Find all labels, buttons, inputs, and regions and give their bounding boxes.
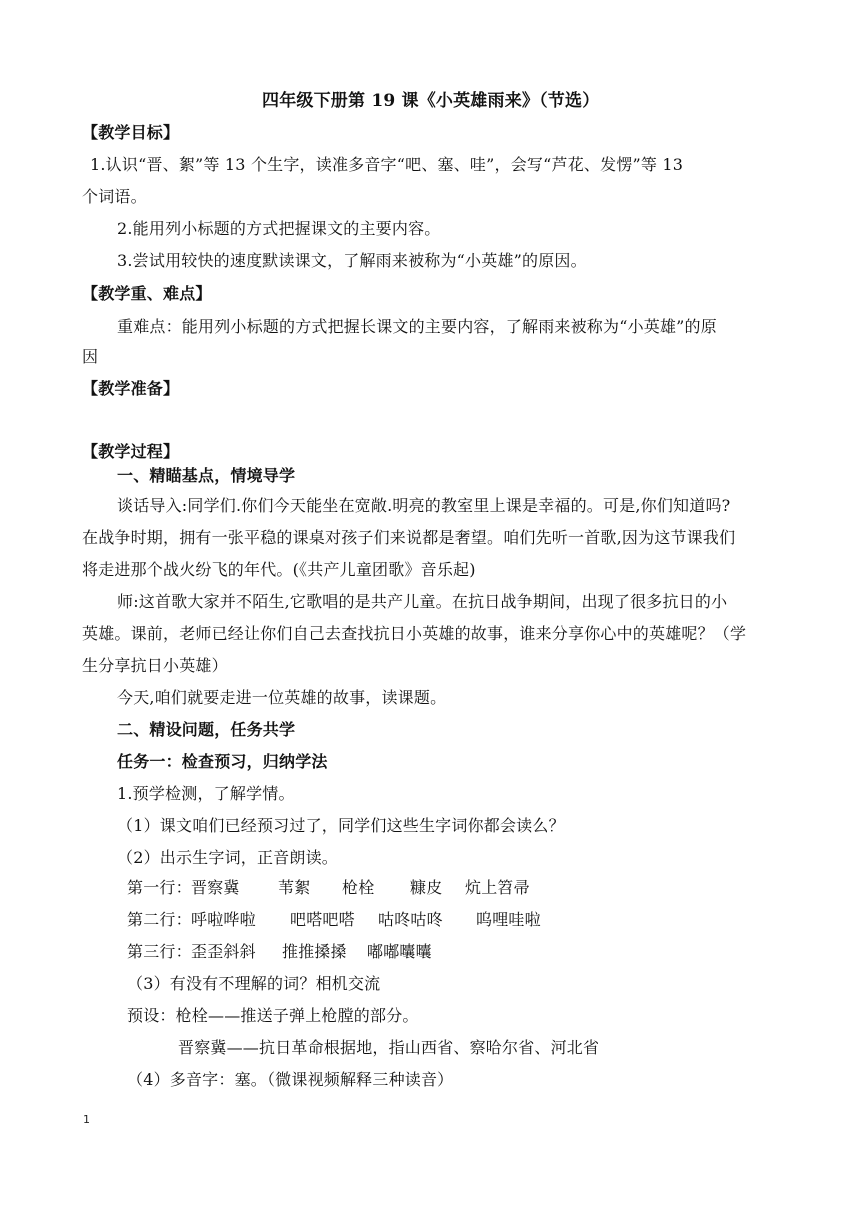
preset-line-a: 预设：枪栓——推送子弹上枪膛的部分。 (127, 1006, 419, 1025)
task1-heading: 任务一：检查预习，归纳学法 (117, 752, 328, 771)
keypoints-heading: 【教学重、难点】 (82, 284, 212, 303)
row3-word: 歪歪斜斜 (191, 942, 256, 961)
question-2: （2）出示生字词，正音朗读。 (117, 848, 338, 867)
part1-heading: 一、精瞄基点，情境导学 (117, 466, 296, 485)
prep-heading: 【教学准备】 (82, 379, 180, 398)
row2-label: 第二行： (127, 910, 192, 929)
objectives-heading: 【教学目标】 (82, 123, 180, 142)
row2-word: 呼啦哗啦 (191, 910, 256, 929)
row1-label: 第一行： (127, 878, 192, 897)
process-heading: 【教学过程】 (82, 442, 180, 461)
row3-label: 第三行： (127, 942, 192, 961)
preset-line-b: 晋察冀——抗日革命根据地，指山西省、察哈尔省、河北省 (178, 1038, 600, 1057)
document-title: 四年级下册第 19 课《小英雄雨来》（节选） (262, 91, 600, 111)
row1-word: 晋察冀 (191, 878, 240, 897)
objective-3: 3.尝试用较快的速度默读课文，了解雨来被称为“小英雄”的原因。 (117, 251, 587, 270)
intro-line-a: 谈话导入:同学们.你们今天能坐在宽敞.明亮的教室里上课是幸福的。可是,你们知道吗? (117, 496, 731, 515)
teacher-line-c: 生分享抗日小英雄） (82, 656, 228, 675)
teacher-line-b: 英雄。课前，老师已经让你们自己去查找抗日小英雄的故事，谁来分享你心中的英雄呢？（学 (82, 624, 747, 643)
row1-word: 枪栓 (342, 878, 375, 897)
question-1: （1）课文咱们已经预习过了，同学们这些生字词你都会读么？ (117, 816, 565, 835)
part2-heading: 二、精设问题，任务共学 (117, 720, 296, 739)
intro-line-b: 在战争时期，拥有一张平稳的课桌对孩子们来说都是奢望。咱们先听一首歌,因为这节课我们 (82, 528, 736, 547)
objective-1-line-a: 1.认识“晋、絮”等 13 个生字，读准多音字“吧、塞、哇”，会写“芦花、发愣”等 13 (90, 155, 684, 174)
row1-word: 苇絮 (278, 878, 311, 897)
page-number: 1 (83, 1113, 90, 1126)
today-line: 今天,咱们就要走进一位英雄的故事，读课题。 (117, 688, 447, 707)
row2-word: 咕咚咕咚 (378, 910, 443, 929)
row2-word: 吧嗒吧嗒 (290, 910, 355, 929)
teacher-line-a: 师:这首歌大家并不陌生,它歌唱的是共产儿童。在抗日战争期间，出现了很多抗日的小 (117, 592, 728, 611)
question-3: （3）有没有不理解的词？相机交流 (127, 974, 381, 993)
row3-word: 推推搡搡 (282, 942, 347, 961)
keypoints-line-a: 重难点：能用列小标题的方式把握长课文的主要内容，了解雨来被称为“小英雄”的原 (117, 317, 717, 336)
step-1: 1.预学检测，了解学情。 (117, 784, 295, 803)
row2-word: 呜哩哇啦 (476, 910, 541, 929)
objective-1-line-b: 个词语。 (82, 187, 147, 206)
keypoints-line-b: 因 (82, 347, 99, 366)
row1-word: 炕上笤帚 (465, 878, 530, 897)
question-4: （4）多音字：塞。（微课视频解释三种读音） (127, 1070, 454, 1089)
objective-2: 2.能用列小标题的方式把握课文的主要内容。 (117, 219, 441, 238)
row3-word: 嘟嘟囔囔 (367, 942, 432, 961)
row1-word: 糠皮 (410, 878, 443, 897)
intro-line-c: 将走进那个战火纷飞的年代。(《共产儿童团歌》音乐起) (82, 560, 476, 579)
